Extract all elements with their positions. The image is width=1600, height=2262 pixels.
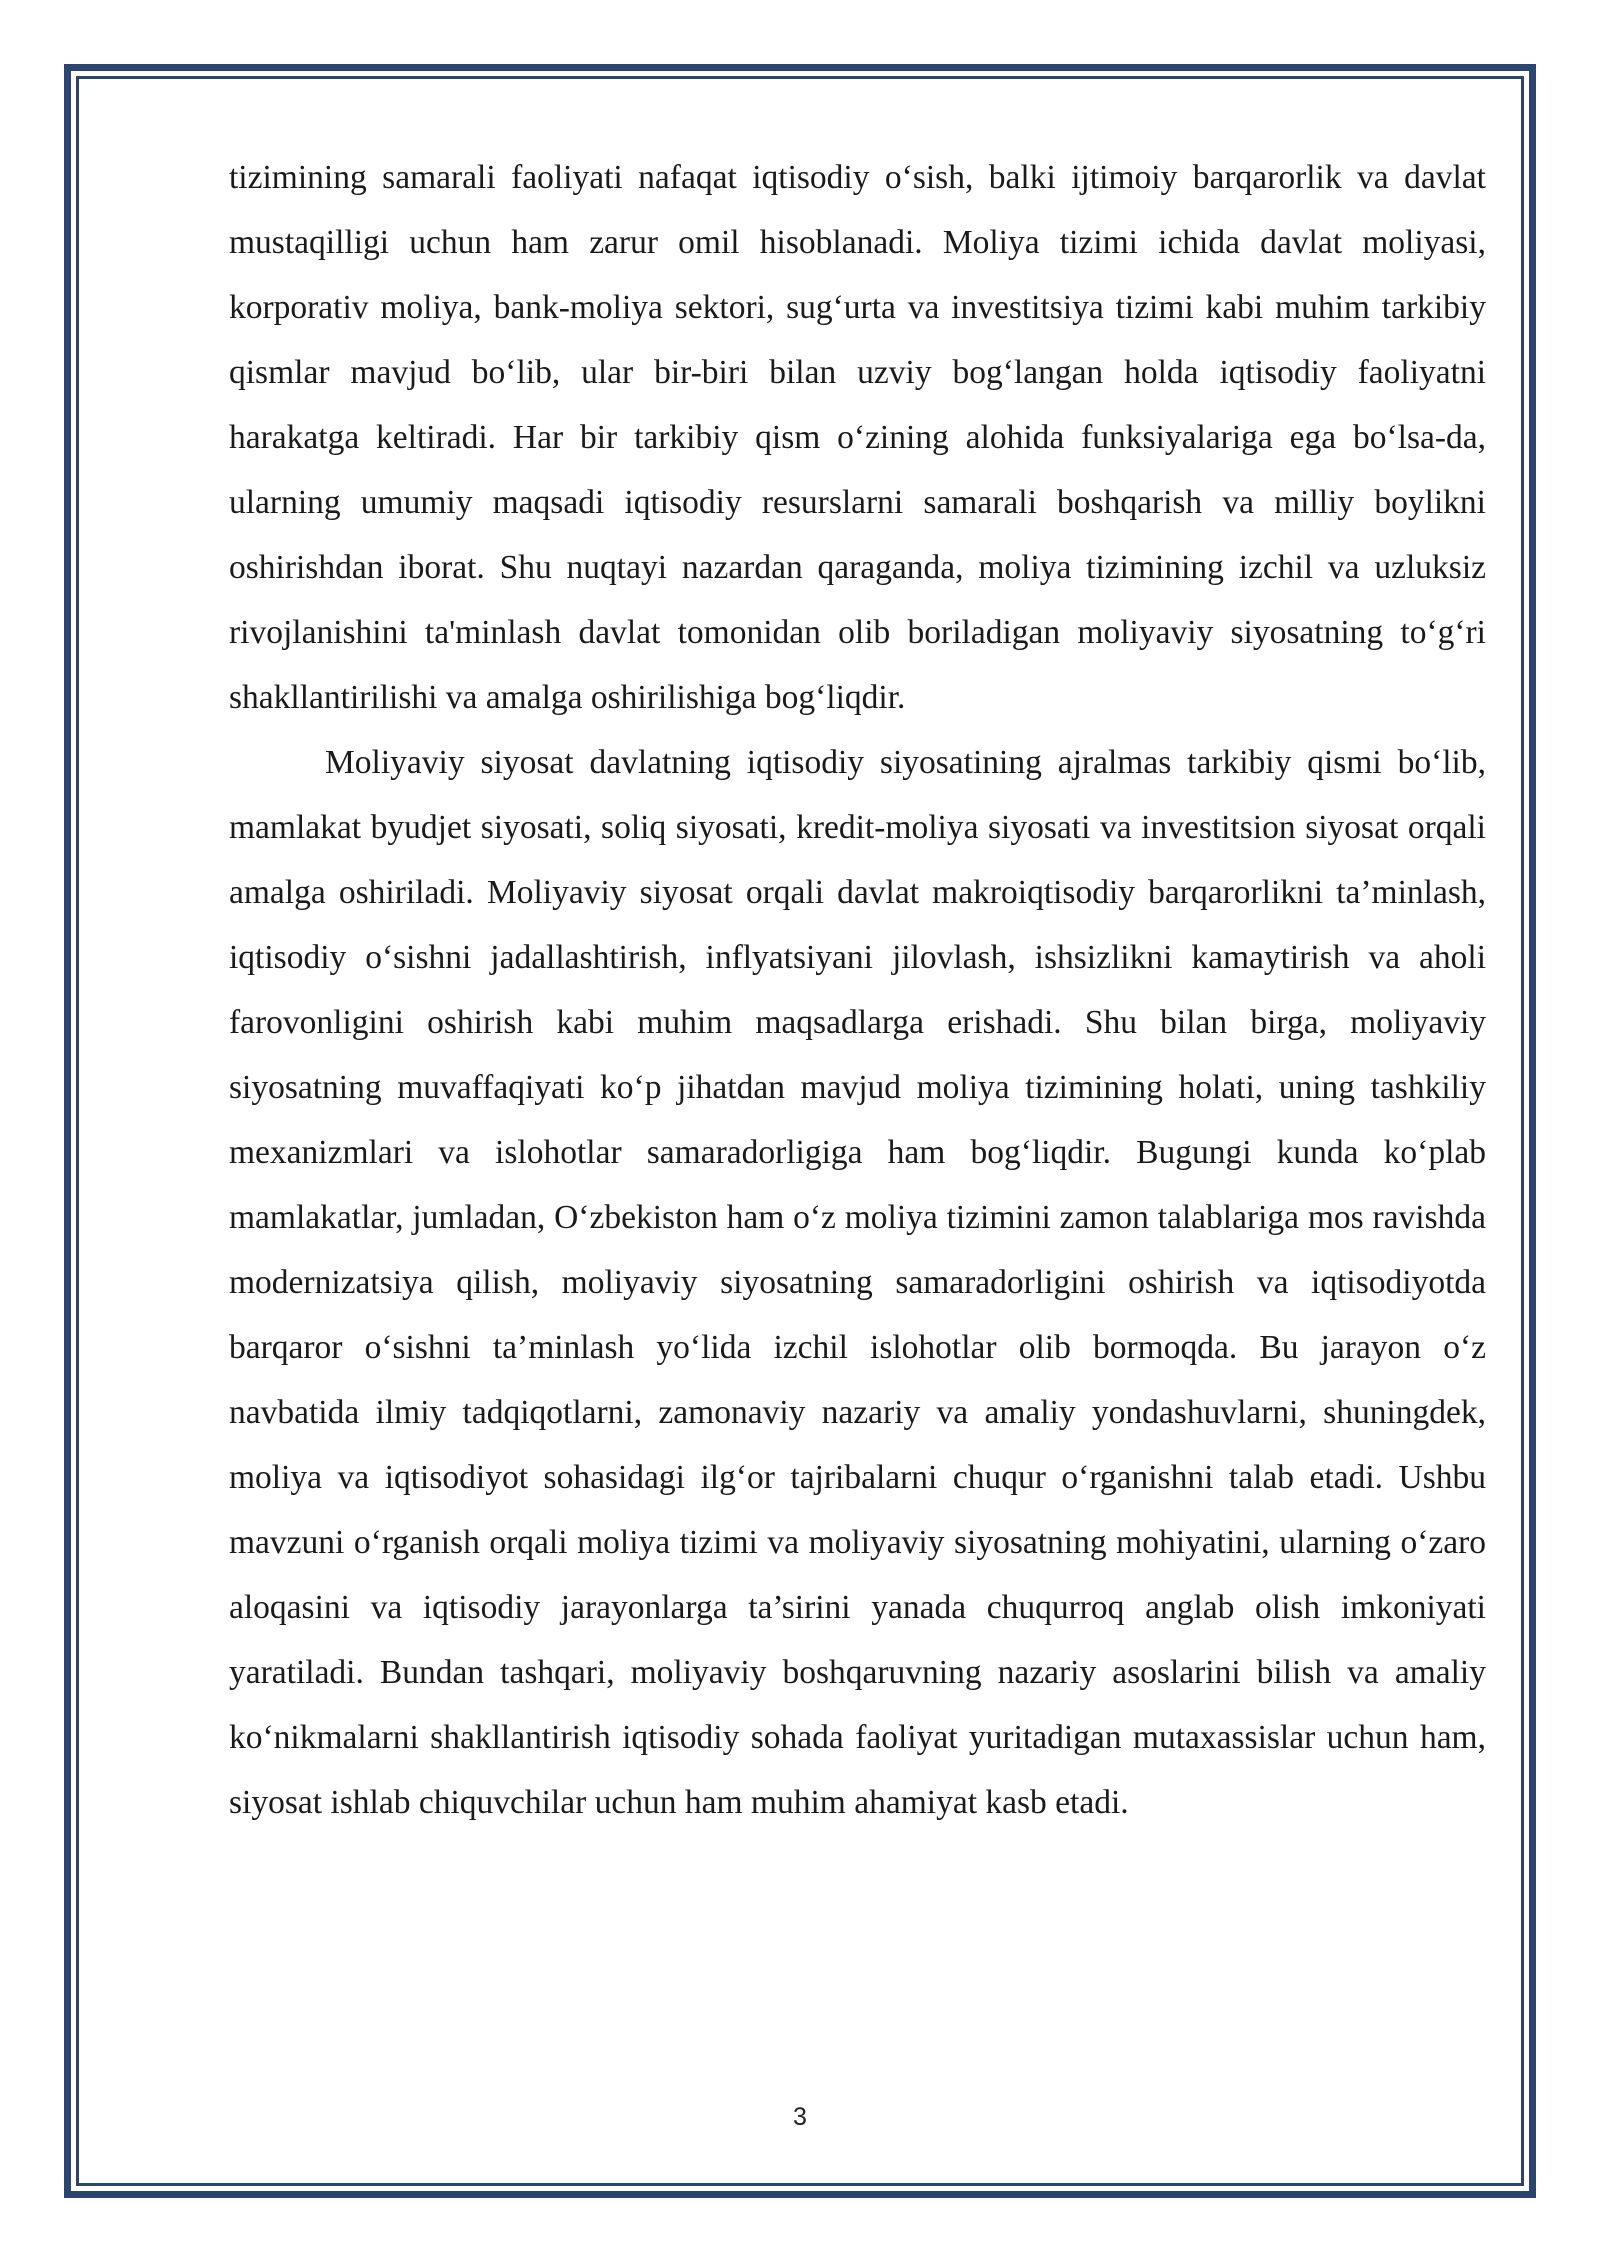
paragraph-financial-policy: Moliyaviy siyosat davlatning iqtisodiy siyosatining ajralmas tarkibiy qismi bo‘lib, mamlakat byudjet siyosati, soliq siyosati, kredit-moliya siyosati va investitsion siyosat orqali amalga oshiriladi. Moliyaviy siyosat orqali davlat makroiqtisodiy barqarorlikni ta’minlash, iqtisodiy o‘sishni jadallashtirish, inflyatsiyani jilovlash, ishsizlikni kamaytirish va aholi farovonligini oshirish kabi muhim maqsadlarga erishadi. Shu bilan birga, moliyaviy siyosatning muvaffaqiyati ko‘p jihatdan mavjud moliya tizimining holati, uning tashkiliy mexanizmlari va islohotlar samaradorligiga ham bog‘liqdir. Bugungi kunda ko‘plab mamlakatlar, jumladan, O‘zbekiston ham o‘z moliya tizimini zamon talablariga mos ravishda modernizatsiya qilish, moliyaviy siyosatning samaradorligini oshirish va iqtisodiyotda barqaror o‘sishni ta’minlash yo‘lida izchil islohotlar olib bormoqda. Bu jarayon o‘z navbatida ilmiy tadqiqotlarni, zamonaviy nazariy va amaliy yondashuvlarni, shuningdek, moliya va iqtisodiyot sohasidagi ilg‘or tajribalarni chuqur o‘rganishni talab etadi. Ushbu mavzuni o‘rganish orqali moliya tizimi va moliyaviy siyosatning mohiyatini, ularning o‘zaro aloqasini va iqtisodiy jarayonlarga ta’sirini yanada chuqurroq anglab olish imkoniyati yaratiladi. Bundan tashqari, moliyaviy boshqaruvning nazariy asoslarini bilish va amaliy ko‘nikmalarni shakllantirish iqtisodiy sohada faoliyat yuritadigan mutaxassislar uchun ham, siyosat ishlab chiquvchilar uchun ham muhim ahamiyat kasb etadi. bbox=[229, 744, 1486, 1821]
paragraph-continuation: tizimining samarali faoliyati nafaqat iqtisodiy o‘sish, balki ijtimoiy barqarorlik va davlat mustaqilligi uchun ham zarur omil hisoblanadi. Moliya tizimi ichida davlat moliyasi, korporativ moliya, bank-moliya sektori, sug‘urta va investitsiya tizimi kabi muhim tarkibiy qismlar mavjud bo‘lib, ular bir-biri bilan uzviy bog‘langan holda iqtisodiy faoliyatni harakatga keltiradi. Har bir tarkibiy qism o‘zining alohida funksiyalariga ega bo‘lsa-da, ularning umumiy maqsadi iqtisodiy resurslarni samarali boshqarish va milliy boylikni oshirishdan iborat. Shu nuqtayi nazardan qaraganda, moliya tizimining izchil va uzluksiz rivojlanishini ta'minlash davlat tomonidan olib boriladigan moliyaviy siyosatning to‘g‘ri shakllantirilishi va amalga oshirilishiga bog‘liqdir. bbox=[229, 159, 1486, 716]
page-number: 3 bbox=[793, 2103, 807, 2131]
page-body bbox=[229, 145, 1486, 1835]
